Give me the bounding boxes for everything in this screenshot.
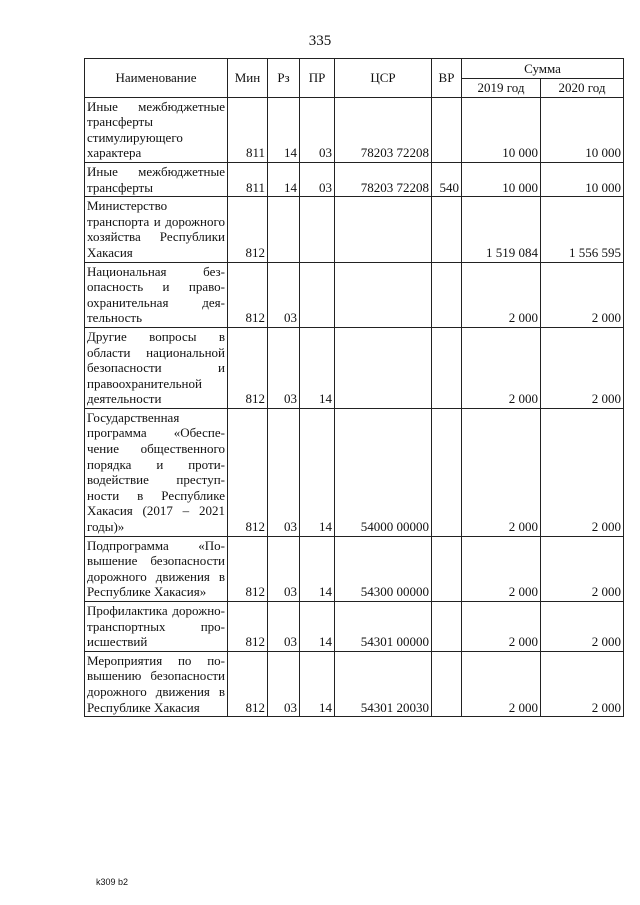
cell-min: 812	[228, 651, 268, 716]
cell-pr: 03	[300, 162, 335, 196]
cell-y2020: 2 000	[541, 602, 624, 652]
cell-vr	[432, 262, 462, 327]
cell-rz: 03	[268, 262, 300, 327]
cell-y2020: 2 000	[541, 262, 624, 327]
cell-rz: 03	[268, 602, 300, 652]
cell-y2019: 2 000	[462, 651, 541, 716]
cell-y2019: 2 000	[462, 327, 541, 408]
cell-y2020: 10 000	[541, 97, 624, 162]
cell-pr: 14	[300, 602, 335, 652]
table-row	[85, 536, 624, 601]
cell-vr: 540	[432, 162, 462, 196]
cell-rz: 14	[268, 162, 300, 196]
cell-y2020: 2 000	[541, 327, 624, 408]
cell-y2020: 10 000	[541, 162, 624, 196]
header-sum: Сумма	[462, 59, 624, 79]
page-number: 335	[308, 33, 332, 49]
header-csr: ЦСР	[335, 59, 432, 98]
header-rz: Рз	[268, 59, 300, 98]
cell-min: 812	[228, 327, 268, 408]
cell-min: 812	[228, 536, 268, 601]
cell-min: 812	[228, 602, 268, 652]
cell-y2020: 2 000	[541, 651, 624, 716]
cell-y2019: 10 000	[462, 162, 541, 196]
cell-name: Иные межбюджетные трансферты стимулирующего характера	[85, 97, 228, 162]
cell-pr: 14	[300, 536, 335, 601]
cell-rz: 03	[268, 327, 300, 408]
header-name: Наименование	[85, 59, 228, 98]
cell-csr	[335, 262, 432, 327]
table-row	[85, 162, 624, 196]
cell-rz	[268, 197, 300, 262]
table-row	[85, 262, 624, 327]
cell-name: Мероприятия по повышению безопасности дорожного движения в Республике Хакасия	[85, 651, 228, 716]
cell-rz: 03	[268, 408, 300, 536]
header-vr: ВР	[432, 59, 462, 98]
cell-min: 812	[228, 408, 268, 536]
header-2020: 2020 год	[541, 79, 624, 98]
table-row	[85, 602, 624, 652]
cell-y2019: 2 000	[462, 262, 541, 327]
cell-csr: 78203 72208	[335, 162, 432, 196]
cell-vr	[432, 327, 462, 408]
cell-name: Национальная безопасность и правоохранительная деятельность	[85, 262, 228, 327]
cell-name: Профилактика дорожно-транспортных происшествий	[85, 602, 228, 652]
cell-vr	[432, 197, 462, 262]
table-row	[85, 327, 624, 408]
header-pr: ПР	[300, 59, 335, 98]
cell-pr: 14	[300, 651, 335, 716]
cell-rz: 03	[268, 651, 300, 716]
cell-rz: 03	[268, 536, 300, 601]
cell-csr: 54000 00000	[335, 408, 432, 536]
cell-name: Иные межбюджетные трансферты	[85, 162, 228, 196]
cell-pr: 14	[300, 327, 335, 408]
cell-csr: 54301 20030	[335, 651, 432, 716]
cell-y2019: 1 519 084	[462, 197, 541, 262]
cell-y2020: 2 000	[541, 536, 624, 601]
cell-csr: 78203 72208	[335, 97, 432, 162]
cell-csr: 54300 00000	[335, 536, 432, 601]
table-row	[85, 97, 624, 162]
cell-y2019: 2 000	[462, 408, 541, 536]
cell-name: Подпрограмма «Повышение безопасности дорожного движения в Республике Хакасия»	[85, 536, 228, 601]
cell-vr	[432, 408, 462, 536]
cell-csr	[335, 197, 432, 262]
cell-y2019: 10 000	[462, 97, 541, 162]
cell-csr: 54301 00000	[335, 602, 432, 652]
table-body	[85, 97, 624, 717]
table-row	[85, 651, 624, 716]
cell-y2019: 2 000	[462, 536, 541, 601]
cell-y2019: 2 000	[462, 602, 541, 652]
budget-table	[84, 58, 624, 717]
cell-pr: 03	[300, 97, 335, 162]
cell-vr	[432, 651, 462, 716]
cell-name: Министерство транспорта и дорожного хозяйства Республики Хакасия	[85, 197, 228, 262]
cell-csr	[335, 327, 432, 408]
cell-pr: 14	[300, 408, 335, 536]
cell-pr	[300, 197, 335, 262]
table-row	[85, 408, 624, 536]
footer-code: k309 b2	[96, 877, 129, 887]
cell-vr	[432, 97, 462, 162]
cell-name: Государственная программа «Обеспечение общественного порядка и противодействие преступности в Республике Хакасия (2017 – 2021 годы)»	[85, 408, 228, 536]
cell-min: 812	[228, 197, 268, 262]
cell-min: 811	[228, 162, 268, 196]
header-2019: 2019 год	[462, 79, 541, 98]
cell-rz: 14	[268, 97, 300, 162]
header-min: Мин	[228, 59, 268, 98]
cell-vr	[432, 602, 462, 652]
cell-y2020: 1 556 595	[541, 197, 624, 262]
cell-y2020: 2 000	[541, 408, 624, 536]
cell-min: 812	[228, 262, 268, 327]
cell-name: Другие вопросы в области национальной безопасности и правоохранительной деятельности	[85, 327, 228, 408]
cell-min: 811	[228, 97, 268, 162]
cell-pr	[300, 262, 335, 327]
table-row	[85, 197, 624, 262]
cell-vr	[432, 536, 462, 601]
